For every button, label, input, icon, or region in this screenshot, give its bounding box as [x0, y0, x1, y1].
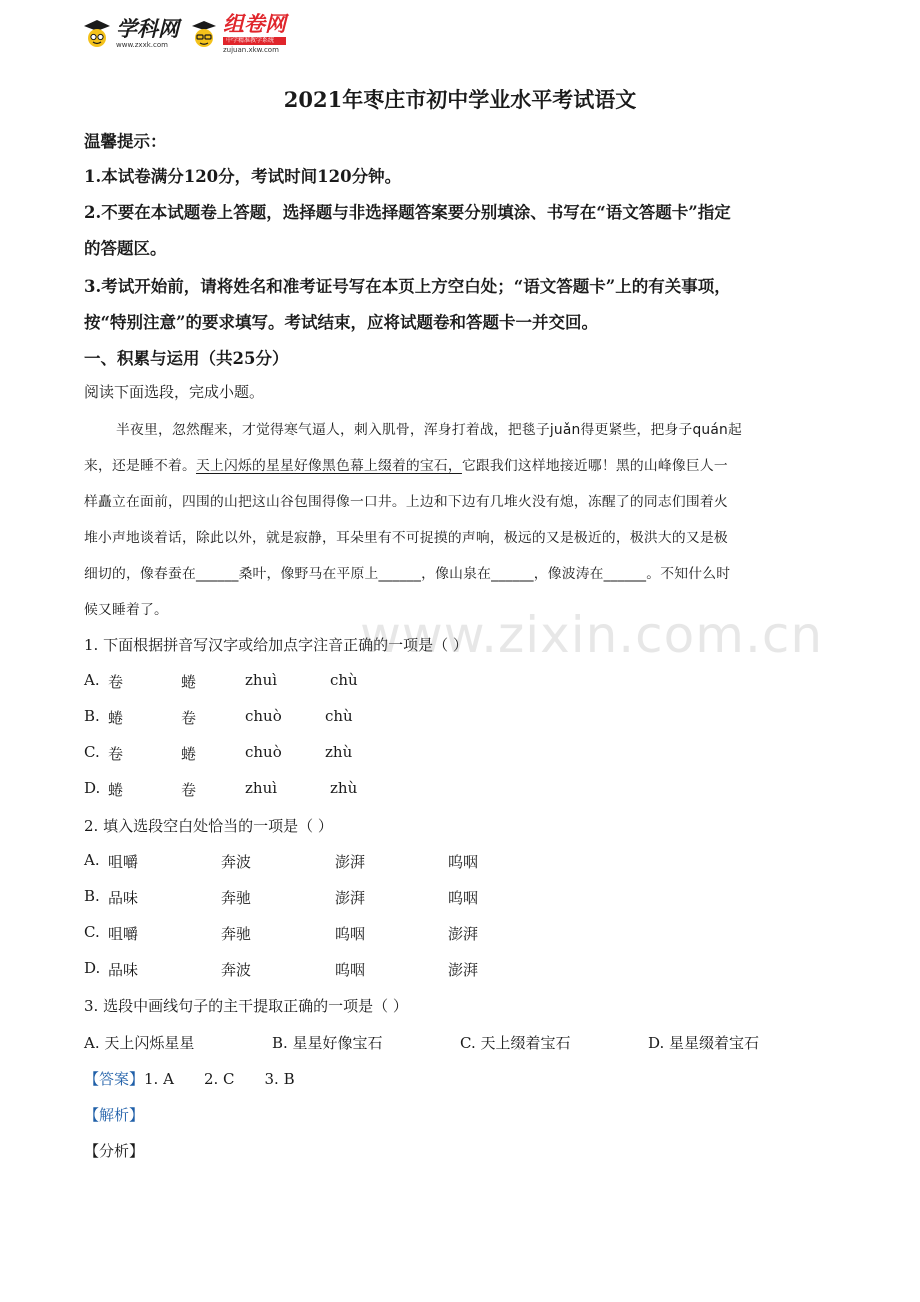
header-logos	[82, 12, 286, 56]
answer-3: 3. B	[264, 1070, 295, 1088]
tip-1: 1.本试卷满分120分，考试时间120分钟。	[84, 167, 402, 186]
tip-2-line-1: 2.不要在本试题卷上答题，选择题与非选择题答案要分别填涂、书写在“语文答题卡”指定	[84, 203, 731, 222]
passage-line-2-start: 来，还是睡不着。	[84, 458, 196, 474]
answer-label: 【答案】	[84, 1070, 145, 1088]
page-title: 2021年枣庄市初中学业水平考试语文	[283, 87, 637, 112]
xueke-logo	[82, 18, 179, 50]
q3-option-d: D. 星星缀着宝石	[648, 1034, 760, 1052]
q3-option-c: C. 天上缀着宝石	[460, 1034, 571, 1052]
passage-line-4: 堆小声地谈着话，除此以外，就是寂静，耳朵里有不可捉摸的声响，极远的又是极近的，极洪大的又是极	[84, 530, 728, 546]
tip-3-line-1: 3.考试开始前，请将姓名和准考证号写在本页上方空白处；“语文答题卡”上的有关事项，	[84, 277, 731, 296]
answer-2: 2. C	[203, 1070, 235, 1088]
passage-line-6: 候又睡着了。	[84, 602, 168, 618]
watermark: www.zixin.com.cn	[360, 606, 824, 664]
tip-2-line-2: 的答题区。	[84, 239, 167, 258]
xueke-logo-name: 学科网	[116, 17, 179, 41]
answer-1: 1. A	[144, 1070, 174, 1088]
passage-line-2-end: 它跟我们这样地接近哪！黑的山峰像巨人一	[461, 458, 728, 474]
q3-option-b: B. 星星好像宝石	[272, 1034, 383, 1052]
passage-line-1: 半夜里，忽然醒来，才觉得寒气逼人，刺入肌骨，浑身打着战，把毯子juǎn得更紧些，把身子quán起	[116, 422, 742, 438]
tips-heading: 温馨提示：	[84, 132, 167, 151]
question-2-stem: 2. 填入选段空白处恰当的一项是（ ）	[84, 817, 333, 835]
question-3-stem: 3. 选段中画线句子的主干提取正确的一项是（ ）	[84, 997, 408, 1015]
zujuan-logo-name: 组卷网	[223, 12, 286, 36]
q3-option-a: A. 天上闪烁星星	[84, 1034, 195, 1052]
passage-line-2	[84, 454, 728, 474]
section-heading: 一、积累与运用（共25分）	[84, 349, 289, 368]
zujuan-logo	[189, 14, 286, 54]
passage-line-5: 细切的，像春蚕在______桑叶，像野马在平原上______，像山泉在______，像波涛在______。不知什么时	[84, 566, 731, 582]
passage-line-3: 样矗立在面前，四围的山把这山谷包围得像一口井。上边和下边有几堆火没有熄，冻醒了的同志们围着火	[84, 494, 728, 510]
zujuan-logo-tag: 中学精准教学系统	[223, 37, 286, 45]
underlined-sentence: 天上闪烁的星星好像黑色幕上缀着的宝石，	[195, 458, 462, 474]
graduate-mascot-icon	[82, 18, 112, 50]
answer-line	[84, 1068, 295, 1089]
student-mascot-icon	[189, 18, 219, 50]
fenxi-label: 【分析】	[84, 1142, 145, 1160]
tip-3-line-2: 按“特别注意”的要求填写。考试结束，应将试题卷和答题卡一并交回。	[84, 313, 598, 332]
question-1-stem: 1. 下面根据拼音写汉字或给加点字注音正确的一项是（ ）	[84, 636, 468, 654]
analysis-label: 【解析】	[84, 1106, 145, 1124]
reading-intro: 阅读下面选段，完成小题。	[84, 383, 265, 401]
xueke-logo-url: www.zxxk.com	[116, 41, 168, 49]
zujuan-logo-url: zujuan.xkw.com	[223, 46, 279, 54]
